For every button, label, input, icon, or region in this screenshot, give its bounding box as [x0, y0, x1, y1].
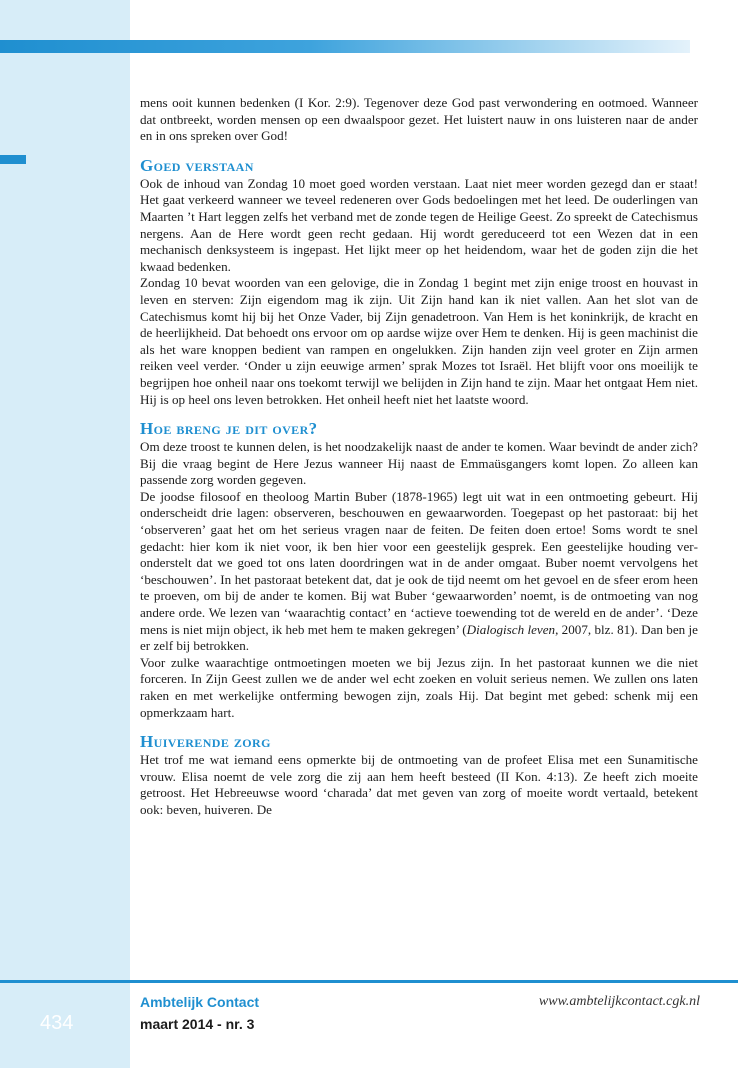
- website-url: www.ambtelijkcontact.cgk.nl: [538, 994, 700, 1009]
- intro-paragraph: mens ooit kunnen bedenken (I Kor. 2:9). Tegenover deze God past verwondering en ootmoed. Wanneer dat ontbreekt, worden mensen op een dwaalspoor gezet. Het luistert nauw in ons luisteren naar de ander en in ons spreken over God!: [140, 95, 698, 144]
- paragraph: Om deze troost te kunnen delen, is het noodzakelijk naast de ander te komen. Waar bevindt de ander zich? Bij die vraag begint de Here Jezus wanneer Hij naast de Emmaüsgangers komt lopen. Zo alleen kan passende zorg worden gegeven.: [140, 439, 698, 488]
- journal-title: Ambtelijk Contact: [140, 994, 260, 1010]
- paragraph: [140, 489, 698, 655]
- header-color-band: [0, 40, 690, 53]
- paragraph-text: , 2007, blz. 81). Dan ben je er zelf bij betrokken.: [140, 621, 698, 654]
- issue-info: maart 2014 - nr. 3: [140, 1016, 255, 1032]
- section-heading-hoe-breng-je-dit-over: Hoe breng je dit over?: [140, 419, 318, 439]
- book-title: Dialogisch leven: [466, 621, 556, 637]
- page-number: 434: [40, 1012, 74, 1034]
- paragraph: Ook de inhoud van Zondag 10 moet goed worden verstaan. Laat niet meer worden gezegd dan er staat! Het gaat verkeerd wanneer we teveel redeneren over Gods bedoelingen met het leed. De ouderlingen van Maarten ’t Hart leggen zelfs het verband met de zonde tegen de Heilige Geest. Zo spreekt de Catechismus nergens. Aan de Here wordt geen recht gedaan. Hij wordt gereduceerd tot een Wezen dat in een mechanisch denksysteem is ingepast. Het lijkt meer op het heidendom, waar het de goden zijn die het kwaad bedenken.: [140, 175, 698, 274]
- section-heading-huiverende-zorg: Huiverende zorg: [140, 732, 271, 752]
- paragraph: Zondag 10 bevat woorden van een gelovige, die in Zondag 1 begint met zijn enige troost en houvast in leven en sterven: Zijn eigendom mag ik zijn. Uit Zijn hand kan ik niet vallen. Aan het slot van de Catechismus komt hij bij het Onze Vader, bij Zijn genadetroon. Van Hem is het koninkrijk, de kracht en de heerlijkheid. Dat behoedt ons ervoor om op aardse wijze over Hem te denken. Hij is geen machinist die als het ware knoppen bedient van rampen en ongelukken. Zijn handen zijn veel groter en Zijn armen reiken veel verder. ‘Onder u zijn eeuwige armen’ sprak Mozes tot Israël. Het blijft voor ons moeilijk te begrijpen hoe onheil naar ons toekomt terwijl we belijden in Zijn hand te zijn. Maar het ontgaat Hem niet. Hij is op heel ons leven betrokken. Het onheil heeft niet het laatste woord.: [140, 275, 698, 407]
- paragraph: Voor zulke waarachtige ontmoetingen moeten we bij Jezus zijn. In het pastoraat kunnen we die niet forceren. In Zijn Geest zullen we de ander wel echt zoeken en voluit serieus nemen. We zullen ons laten raken en met werkelijke ontferming bewogen zijn, zoals Hij. Dat begint met gebed: schenk mij een opmerkzaam hart.: [140, 654, 698, 720]
- paragraph: Het trof me wat iemand eens opmerkte bij de ontmoeting van de profeet Elisa met een Sunamitische vrouw. Elisa noemt de vele zorg die zij aan hem heeft besteed (II Kon. 4:13). Ze heeft zich moeite getroost. Het Hebreeuwse woord ‘charada’ dat met geven van zorg of moeite wordt vertaald, betekent ook: beven, huiveren. De: [140, 752, 698, 817]
- section-heading-goed-verstaan: Goed verstaan: [140, 155, 254, 175]
- article-body: [140, 95, 698, 819]
- sidebar-accent-mark: [0, 155, 26, 164]
- footer-rule: [0, 980, 738, 983]
- paragraph-text: De joodse filosoof en theoloog Martin Buber (1878-1965) legt uit wat in een ontmoeting gebeurt. Hij onderscheidt drie lagen: observeren, beschouwen en gewaarworden. Toegepast op het pastoraat: bij het ‘observeren’ gaat het om het serieus vragen naar de feiten. De feiten doen ertoe! Soms wordt te snel gedacht: hier kom ik niet voor, ik ben hier voor een geestelijk gesprek. Een geestelijke houding veronderstelt dat we goed tot ons laten doordringen wat in de ander omgaat. Buber noemt vervolgens het ‘beschouwen’. In het pastoraat betekent dat, dat je ook de tijd neemt om het gevoel en de sfeer erom heen te proeven, om bij de ander te komen. Bij wat Buber ‘gewaarworden’ noemt, is de ontmoeting van nog andere orde. We lezen van ‘waarachtig contact’ en ‘actieve toewending tot de wereld en de ander’. ‘Deze mens is niet mijn object, ik heb met hem te maken gekregen’ (: [140, 488, 698, 637]
